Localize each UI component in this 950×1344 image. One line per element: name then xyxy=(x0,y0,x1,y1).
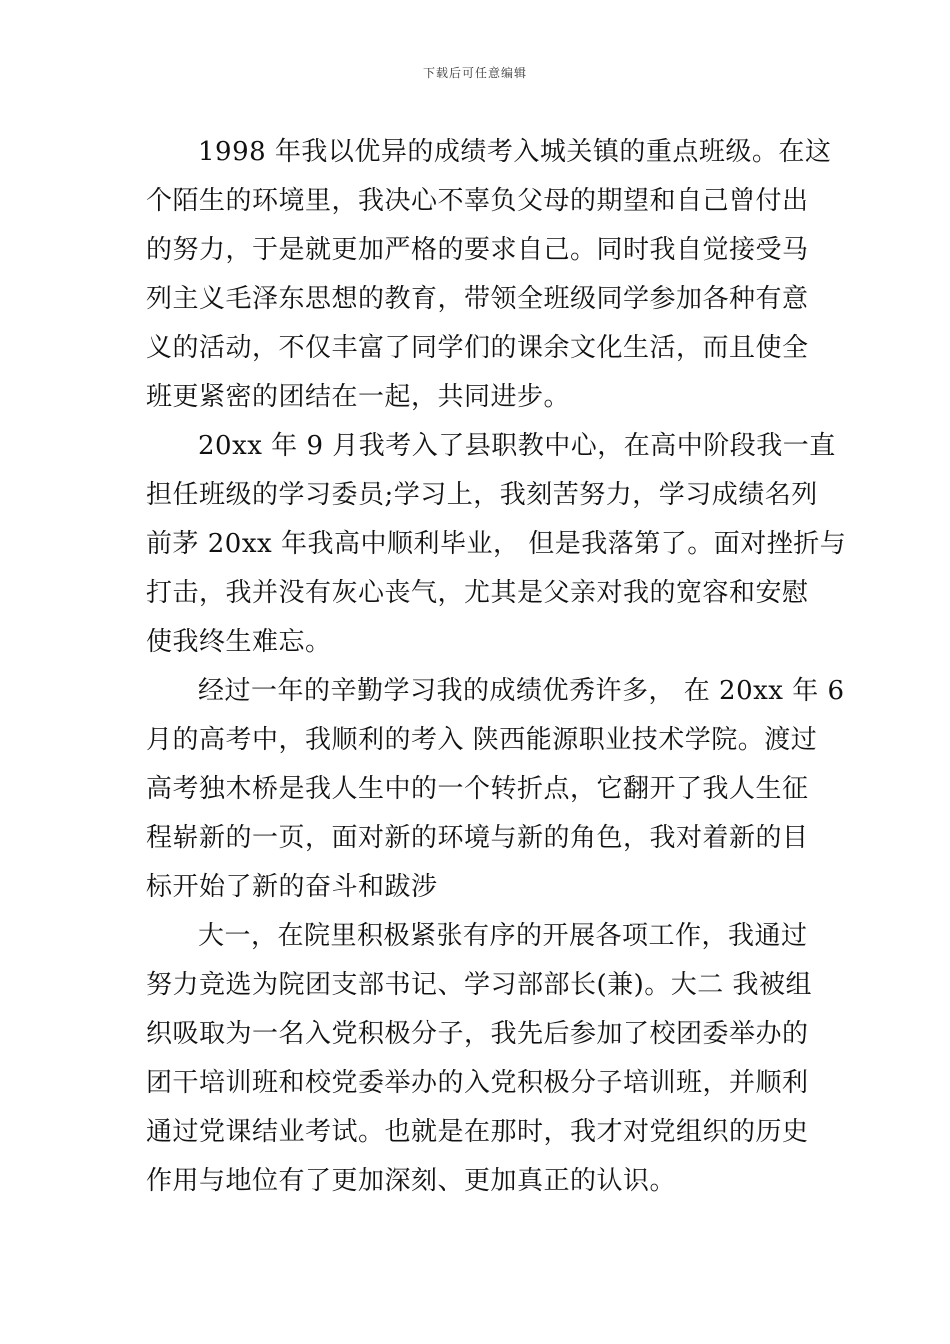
paragraph-4 xyxy=(146,912,813,1206)
text-line: 1998 年我以优异的成绩考入城关镇的重点班级。在这 xyxy=(198,137,832,167)
paragraph-1 xyxy=(146,128,832,422)
text-line: 个陌生的环境里，我决心不辜负父母的期望和自己曾付出 xyxy=(146,186,809,216)
text-line: 作用与地位有了更加深刻、更加真正的认识。 xyxy=(146,1166,677,1196)
text-line: 通过党课结业考试。也就是在那时，我才对党组织的历史 xyxy=(146,1117,809,1147)
text-line: 努力竞选为院团支部书记、学习部部长(兼)。大二 我被组 xyxy=(146,970,813,1000)
text-line: 月的高考中，我顺利的考入 陕西能源职业技术学院。渡过 xyxy=(146,725,818,755)
paragraph-3 xyxy=(146,667,845,912)
text-line: 打击，我并没有灰心丧气，尤其是父亲对我的宽容和安慰 xyxy=(146,578,809,608)
text-line: 前茅 20xx 年我高中顺利毕业， 但是我落第了。面对挫折与 xyxy=(146,529,847,559)
text-line: 列主义毛泽东思想的教育，带领全班级同学参加各种有意 xyxy=(146,284,809,314)
text-line: 经过一年的辛勤学习我的成绩优秀许多， 在 20xx 年 6 xyxy=(198,676,845,706)
text-line: 高考独木桥是我人生中的一个转折点，它翻开了我人生征 xyxy=(146,774,809,804)
document-body xyxy=(146,128,847,1206)
text-line: 的努力，于是就更加严格的要求自己。同时我自觉接受马 xyxy=(146,235,809,265)
text-line: 使我终生难忘。 xyxy=(146,627,332,657)
text-line: 大一，在院里积极紧张有序的开展各项工作，我通过 xyxy=(198,921,808,951)
text-line: 程崭新的一页，面对新的环境与新的角色，我对着新的目 xyxy=(146,823,809,853)
text-line: 担任班级的学习委员;学习上，我刻苦努力，学习成绩名列 xyxy=(146,480,818,510)
text-line: 义的活动，不仅丰富了同学们的课余文化生活，而且使全 xyxy=(146,333,809,363)
text-line: 班更紧密的团结在一起，共同进步。 xyxy=(146,382,571,412)
text-line: 织吸取为一名入党积极分子，我先后参加了校团委举办的 xyxy=(146,1019,809,1049)
paragraph-2 xyxy=(146,422,847,667)
page-header: 下载后可任意编辑 xyxy=(422,66,527,80)
text-line: 标开始了新的奋斗和跋涉 xyxy=(146,872,438,902)
text-line: 20xx 年 9 月我考入了县职教中心，在高中阶段我一直 xyxy=(198,431,836,461)
text-line: 团干培训班和校党委举办的入党积极分子培训班，并顺利 xyxy=(146,1068,809,1098)
